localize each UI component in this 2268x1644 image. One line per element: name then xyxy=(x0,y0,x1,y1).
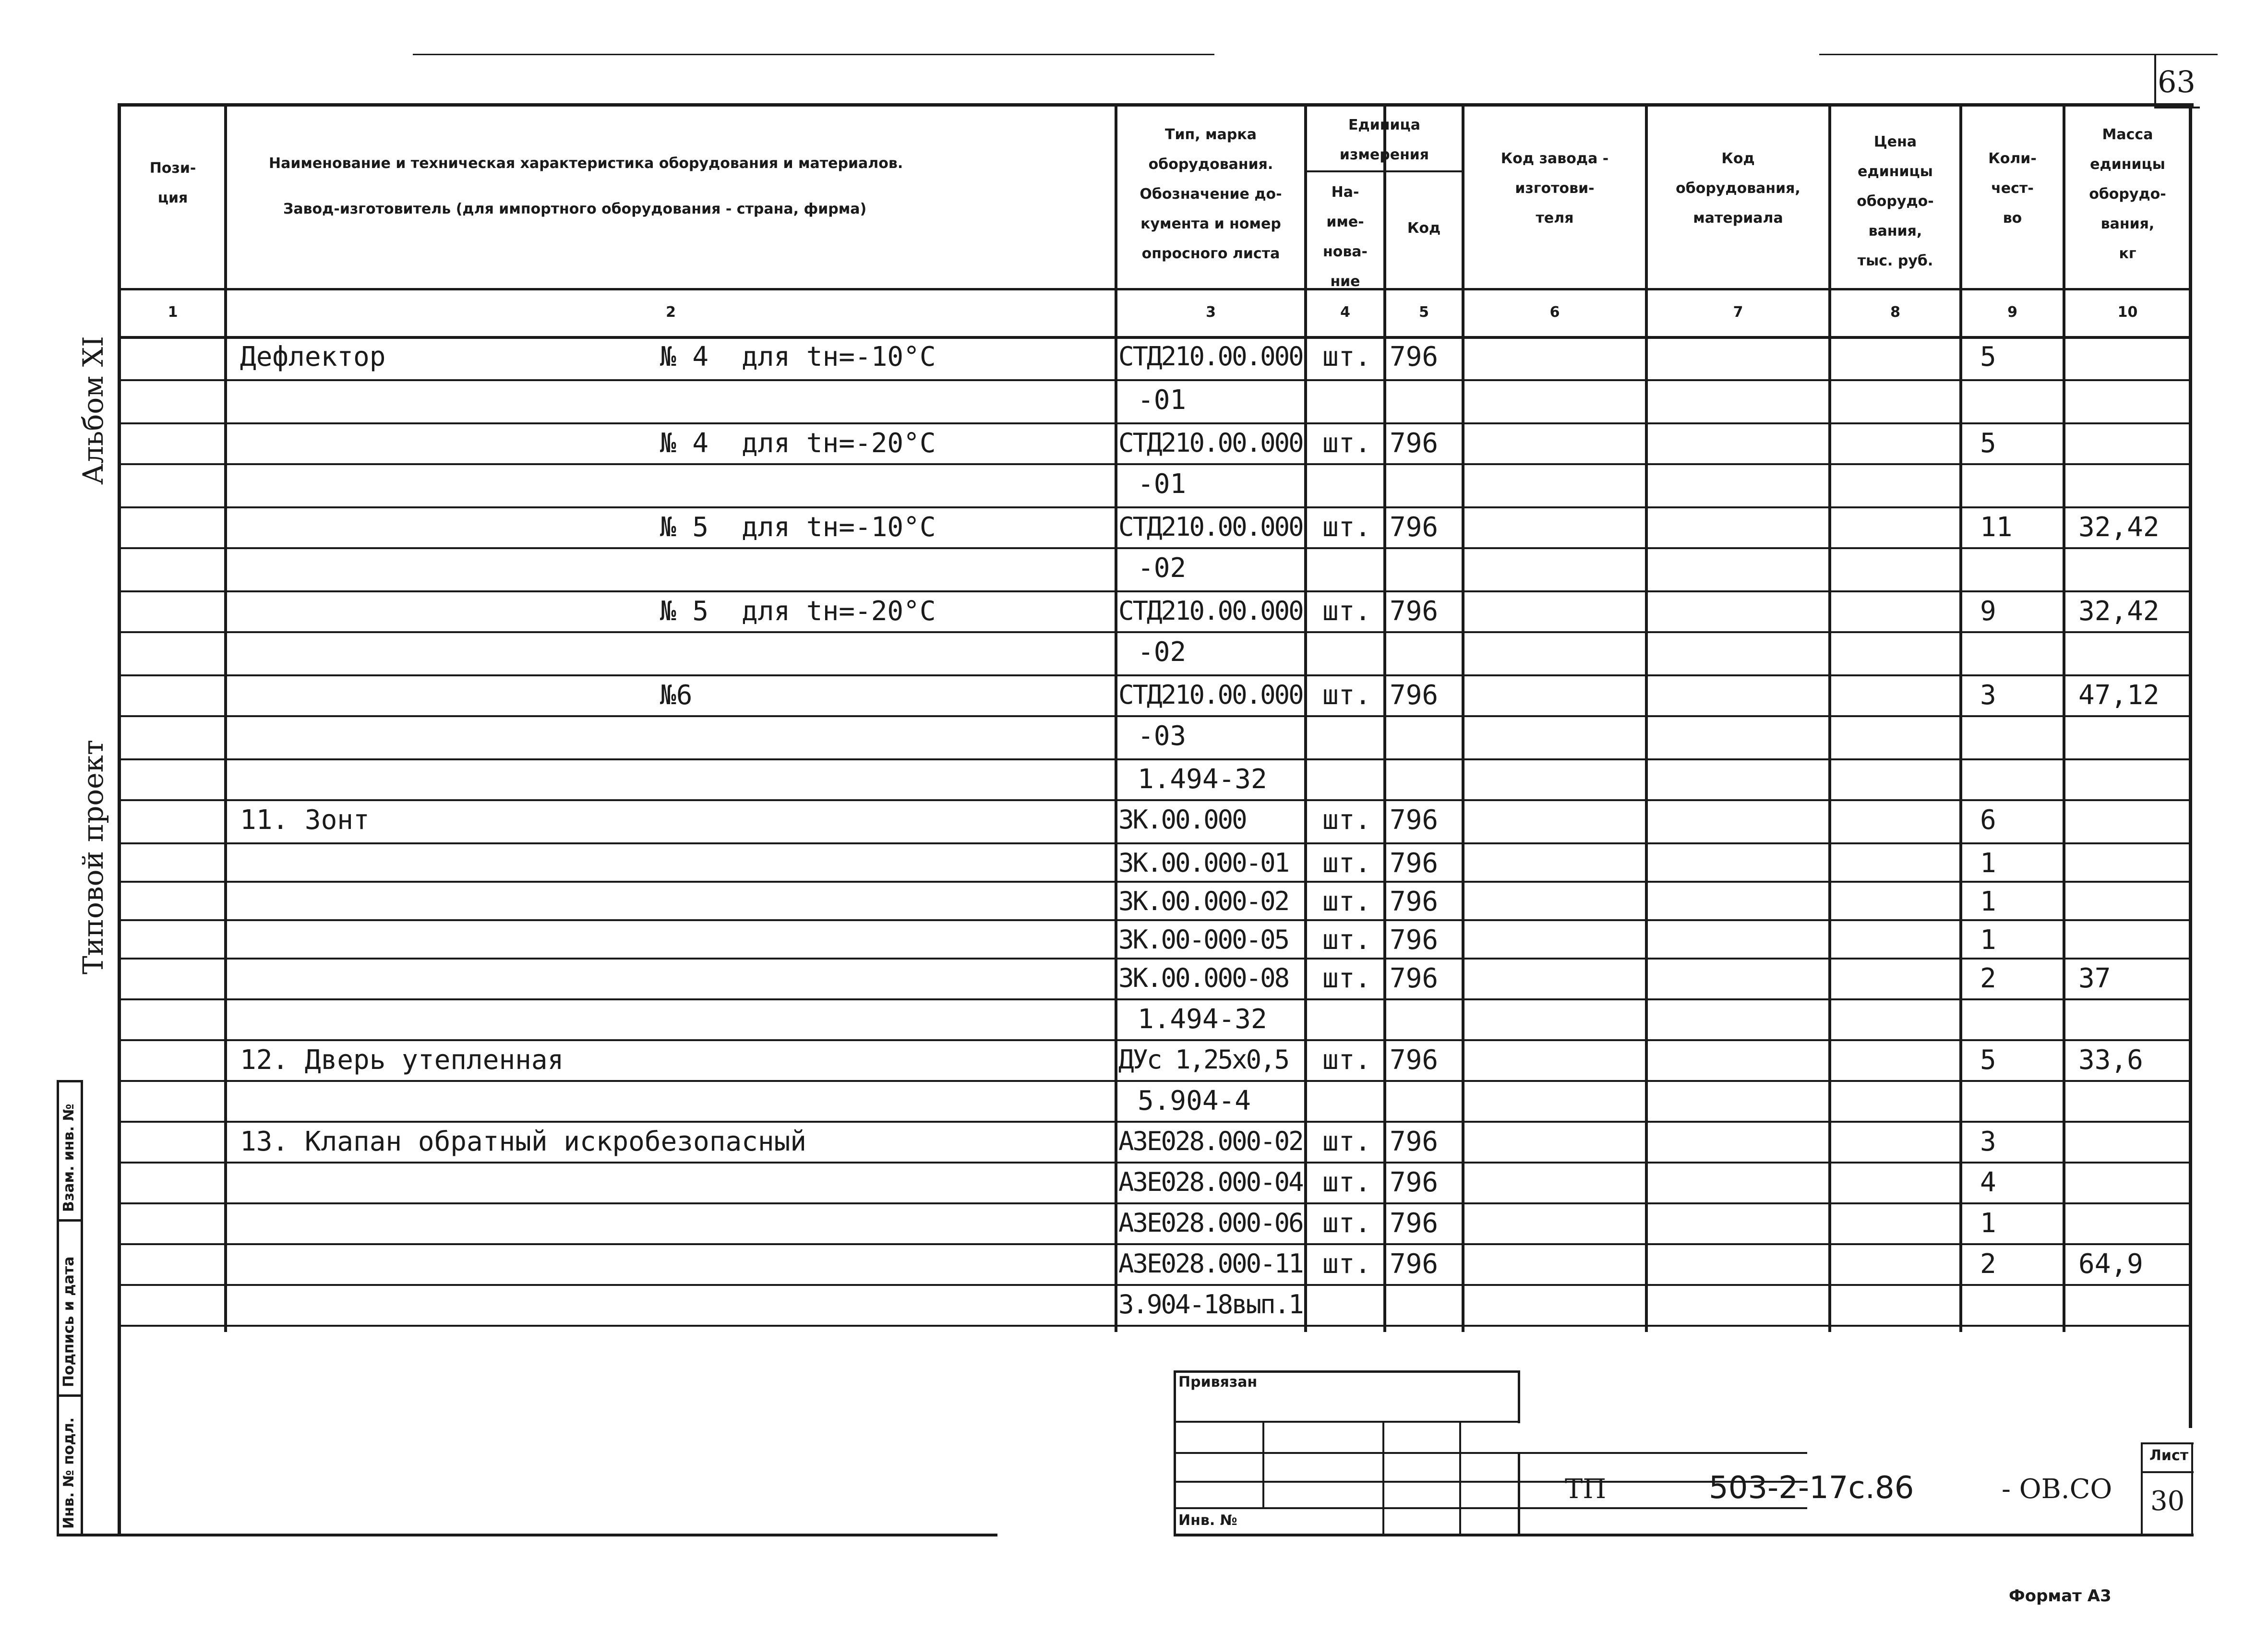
item-name: 13. Клапан обратный искробезопасный xyxy=(240,1126,807,1157)
stamp-grid-row-1 xyxy=(1174,1421,1519,1423)
header-unit-group: измерения xyxy=(1339,146,1429,163)
item-number: № 4 xyxy=(660,428,709,459)
item-unit-name: шт. xyxy=(1322,428,1371,459)
row-separator xyxy=(120,590,2191,592)
item-unit-code: 796 xyxy=(1390,848,1439,879)
header-type: Тип, марка xyxy=(1165,126,1257,143)
item-quantity: 11 xyxy=(1980,512,2013,543)
header-price: единицы xyxy=(1858,163,1933,180)
header-equipment-code: оборудования, xyxy=(1676,180,1800,197)
margin-block-right xyxy=(81,1080,83,1536)
column-separator xyxy=(2063,103,2065,1332)
margin-label-inv-podl: Инв. № подл. xyxy=(60,1417,77,1529)
item-quantity: 1 xyxy=(1980,924,1996,956)
item-condition: для tн=-10°C xyxy=(742,341,936,372)
item-type-code: ЗК.00-000-05 xyxy=(1118,924,1289,955)
item-mass: 33,6 xyxy=(2078,1044,2143,1076)
item-type-code: АЗЕ028.000-02 xyxy=(1118,1126,1303,1156)
item-unit-code: 796 xyxy=(1390,1126,1439,1157)
item-quantity: 5 xyxy=(1980,428,1996,459)
column-separator xyxy=(1115,103,1117,1332)
item-quantity: 3 xyxy=(1980,680,1996,711)
item-unit-name: шт. xyxy=(1322,804,1371,836)
row-separator xyxy=(120,919,2191,921)
header-mass: единицы xyxy=(2090,156,2165,173)
row-separator xyxy=(120,506,2191,508)
item-type-code: 1.494-32 xyxy=(1138,1004,1267,1035)
column-number: 3 xyxy=(1206,304,1216,321)
column-number: 2 xyxy=(666,304,676,321)
header-mass: кг xyxy=(2119,245,2136,262)
header-unit-name: ние xyxy=(1330,273,1360,290)
row-separator xyxy=(120,547,2191,549)
item-type-code: -03 xyxy=(1138,720,1187,752)
frame-top xyxy=(120,103,2194,107)
item-type-code: АЗЕ028.000-06 xyxy=(1118,1208,1303,1238)
column-number: 1 xyxy=(168,304,178,321)
margin-block-left xyxy=(57,1080,59,1536)
item-type-code: СТД210.00.000 xyxy=(1118,596,1303,626)
header-mass: вания, xyxy=(2100,216,2155,232)
column-number: 7 xyxy=(1733,304,1743,321)
item-unit-code: 796 xyxy=(1390,1167,1439,1198)
stamp-sheet-right xyxy=(2191,1442,2193,1534)
column-separator xyxy=(1462,103,1464,1332)
item-unit-name: шт. xyxy=(1322,512,1371,543)
item-name: 12. Дверь утепленная xyxy=(240,1044,564,1076)
item-unit-code: 796 xyxy=(1390,963,1439,994)
header-name-line2: Завод-изготовитель (для импортного оборудования - страна, фирма) xyxy=(283,201,867,217)
row-separator xyxy=(120,379,2191,381)
row-separator xyxy=(120,881,2191,883)
item-quantity: 2 xyxy=(1980,963,1996,994)
margin-block-bottom xyxy=(57,1534,997,1536)
item-unit-name: шт. xyxy=(1322,341,1371,372)
header-equipment-code: Код xyxy=(1721,150,1755,167)
column-number: 5 xyxy=(1419,304,1429,321)
row-separator xyxy=(120,715,2191,717)
stamp-inv-no: Инв. № xyxy=(1178,1512,1237,1529)
sheet-number: 30 xyxy=(2150,1486,2185,1517)
header-position: Пози- xyxy=(149,160,196,177)
header-price: вания, xyxy=(1868,223,1922,240)
item-unit-name: шт. xyxy=(1322,680,1371,711)
stamp-privyazan-top xyxy=(1174,1370,1519,1373)
item-condition: для tн=-20°C xyxy=(742,428,936,459)
header-type: кумента и номер xyxy=(1140,216,1281,232)
header-price: оборудо- xyxy=(1857,193,1934,210)
stamp-grid-col-1 xyxy=(1262,1421,1264,1507)
item-type-code: СТД210.00.000 xyxy=(1118,428,1303,458)
item-mass: 32,42 xyxy=(2078,512,2160,543)
item-unit-code: 796 xyxy=(1390,512,1439,543)
item-name: Дефлектор xyxy=(240,341,386,372)
stamp-sheet-label: Лист xyxy=(2149,1447,2189,1464)
item-quantity: 3 xyxy=(1980,1126,1996,1157)
margin-sep-2 xyxy=(57,1394,83,1397)
item-type-code: -02 xyxy=(1138,552,1187,584)
stamp-sheet-top xyxy=(2141,1442,2194,1444)
item-unit-name: шт. xyxy=(1322,596,1371,627)
row-separator xyxy=(120,1202,2191,1204)
item-mass: 32,42 xyxy=(2078,596,2160,627)
header-price: Цена xyxy=(1873,133,1917,150)
stamp-grid-col-3 xyxy=(1459,1421,1461,1536)
item-type-code: АЗЕ028.000-11 xyxy=(1118,1248,1303,1279)
item-quantity: 1 xyxy=(1980,1208,1996,1239)
stamp-sheet-mid xyxy=(2141,1471,2194,1473)
item-number: № 5 xyxy=(660,512,709,543)
row-separator xyxy=(120,958,2191,960)
item-number: № 4 xyxy=(660,341,709,372)
column-separator xyxy=(1828,103,1831,1332)
header-unit-code: Код xyxy=(1407,220,1441,237)
margin-label-album: Альбом XI xyxy=(77,336,109,485)
item-unit-name: шт. xyxy=(1322,924,1371,956)
item-type-code: СТД210.00.000 xyxy=(1118,680,1303,710)
item-unit-code: 796 xyxy=(1390,1044,1439,1076)
item-quantity: 1 xyxy=(1980,886,1996,917)
header-name-line1: Наименование и техническая характеристика оборудования и материалов. xyxy=(269,155,903,172)
item-quantity: 5 xyxy=(1980,1044,1996,1076)
header-mass: оборудо- xyxy=(2089,186,2166,203)
header-quantity: во xyxy=(2003,210,2022,227)
item-type-code: -01 xyxy=(1138,468,1187,500)
row-separator xyxy=(120,463,2191,465)
row-separator xyxy=(120,631,2191,633)
stamp-privyazan-right xyxy=(1518,1370,1520,1423)
item-type-code: 3.904-18вып.1 xyxy=(1118,1289,1303,1320)
header-factory-code: Код завода - xyxy=(1500,150,1609,167)
row-separator xyxy=(120,422,2191,424)
item-unit-name: шт. xyxy=(1322,1126,1371,1157)
item-unit-code: 796 xyxy=(1390,1248,1439,1280)
item-type-code: ЗК.00.000 xyxy=(1118,804,1246,835)
header-unit-group: Единица xyxy=(1348,117,1420,133)
header-quantity: Коли- xyxy=(1988,150,2037,167)
stamp-tp: ТП xyxy=(1565,1474,1607,1505)
row-separator xyxy=(120,799,2191,801)
column-separator xyxy=(1959,103,1962,1332)
item-type-code: ЗК.00.000-08 xyxy=(1118,963,1289,993)
row-separator xyxy=(120,842,2191,844)
item-unit-name: шт. xyxy=(1322,1248,1371,1280)
item-type-code: -02 xyxy=(1138,636,1187,668)
row-separator xyxy=(120,1284,2191,1286)
header-equipment-code: материала xyxy=(1693,210,1783,227)
margin-label-podpis: Подпись и дата xyxy=(60,1256,77,1387)
stamp-bottom xyxy=(1174,1534,2194,1536)
item-number: № 5 xyxy=(660,596,709,627)
header-position: ция xyxy=(157,190,188,206)
item-type-code: 5.904-4 xyxy=(1138,1085,1251,1116)
item-unit-code: 796 xyxy=(1390,924,1439,956)
item-unit-code: 796 xyxy=(1390,804,1439,836)
row-separator xyxy=(120,674,2191,676)
header-unit-name: На- xyxy=(1331,184,1359,201)
margin-label-vzam: Взам. инв. № xyxy=(60,1104,77,1212)
item-type-code: 1.494-32 xyxy=(1138,764,1267,795)
column-number: 10 xyxy=(2117,304,2138,321)
column-separator xyxy=(1645,103,1648,1332)
item-mass: 37 xyxy=(2078,963,2111,994)
header-factory-code: теля xyxy=(1536,210,1574,227)
column-number: 6 xyxy=(1549,304,1560,321)
page-number-frame-bottom xyxy=(2154,107,2200,108)
item-quantity: 5 xyxy=(1980,341,1996,372)
row-separator xyxy=(120,1039,2191,1041)
item-quantity: 6 xyxy=(1980,804,1996,836)
top-rule-left xyxy=(413,54,1214,55)
item-unit-name: шт. xyxy=(1322,1208,1371,1239)
item-mass: 47,12 xyxy=(2078,680,2160,711)
header-type: Обозначение до- xyxy=(1140,186,1282,203)
item-type-code: СТД210.00.000 xyxy=(1118,512,1303,542)
item-unit-name: шт. xyxy=(1322,1167,1371,1198)
stamp-sheet-left xyxy=(2141,1442,2143,1534)
item-unit-code: 796 xyxy=(1390,596,1439,627)
column-separator xyxy=(224,103,227,1332)
row-separator xyxy=(120,1121,2191,1123)
item-quantity: 1 xyxy=(1980,848,1996,879)
item-type-code: АЗЕ028.000-04 xyxy=(1118,1167,1303,1197)
header-mass: Масса xyxy=(2102,126,2153,143)
page-number: 63 xyxy=(2158,64,2196,99)
document-number: 503-2-17с.86 xyxy=(1709,1470,1914,1506)
item-quantity: 9 xyxy=(1980,596,1996,627)
item-type-code: -01 xyxy=(1138,384,1187,416)
item-type-code: ДУс 1,25х0,5 xyxy=(1118,1044,1289,1075)
item-unit-code: 796 xyxy=(1390,680,1439,711)
header-unit-name: име- xyxy=(1326,214,1364,230)
column-number: 9 xyxy=(2007,304,2017,321)
header-quantity: чест- xyxy=(1991,180,2034,197)
row-separator xyxy=(120,1162,2191,1164)
item-unit-code: 796 xyxy=(1390,886,1439,917)
header-type: оборудования. xyxy=(1148,156,1273,173)
header-factory-code: изготови- xyxy=(1515,180,1595,197)
item-unit-code: 796 xyxy=(1390,428,1439,459)
margin-label-project: Типовой проект xyxy=(77,740,109,974)
item-type-code: СТД210.00.000 xyxy=(1118,341,1303,372)
item-unit-name: шт. xyxy=(1322,963,1371,994)
header-type: опросного листа xyxy=(1141,245,1280,262)
header-unit-name: нова- xyxy=(1322,243,1368,260)
column-number: 4 xyxy=(1340,304,1350,321)
item-mass: 64,9 xyxy=(2078,1248,2143,1280)
item-quantity: 4 xyxy=(1980,1167,1996,1198)
item-unit-code: 796 xyxy=(1390,341,1439,372)
format-label: Формат А3 xyxy=(2009,1586,2112,1606)
item-number: №6 xyxy=(660,680,693,711)
header-bottom-rule xyxy=(120,288,2191,290)
margin-sep-1 xyxy=(57,1219,83,1222)
column-number: 8 xyxy=(1890,304,1900,321)
item-type-code: ЗК.00.000-02 xyxy=(1118,886,1289,916)
stamp-grid-row-4 xyxy=(1174,1507,1807,1509)
item-quantity: 2 xyxy=(1980,1248,1996,1280)
item-unit-code: 796 xyxy=(1390,1208,1439,1239)
item-type-code: ЗК.00.000-01 xyxy=(1118,848,1289,878)
row-separator xyxy=(120,758,2191,760)
page-number-frame-left xyxy=(2154,55,2156,108)
stamp-grid-row-2 xyxy=(1174,1452,1807,1454)
row-separator xyxy=(120,1325,2191,1327)
stamp-grid-col-2 xyxy=(1382,1421,1384,1536)
header-price: тыс. руб. xyxy=(1857,252,1933,269)
stamp-main-left xyxy=(1518,1452,1520,1536)
item-unit-name: шт. xyxy=(1322,886,1371,917)
document-suffix: - ОВ.СО xyxy=(2002,1474,2112,1505)
row-separator xyxy=(120,1243,2191,1245)
item-condition: для tн=-20°C xyxy=(742,596,936,627)
margin-block-top xyxy=(57,1080,83,1082)
stamp-privyazan: Привязан xyxy=(1178,1374,1258,1391)
row-separator xyxy=(120,1080,2191,1082)
item-unit-name: шт. xyxy=(1322,848,1371,879)
item-name: 11. Зонт xyxy=(240,804,370,836)
top-rule-right xyxy=(1819,54,2218,55)
row-separator xyxy=(120,998,2191,1000)
item-unit-name: шт. xyxy=(1322,1044,1371,1076)
item-condition: для tн=-10°C xyxy=(742,512,936,543)
numbers-bottom-rule xyxy=(120,336,2191,339)
